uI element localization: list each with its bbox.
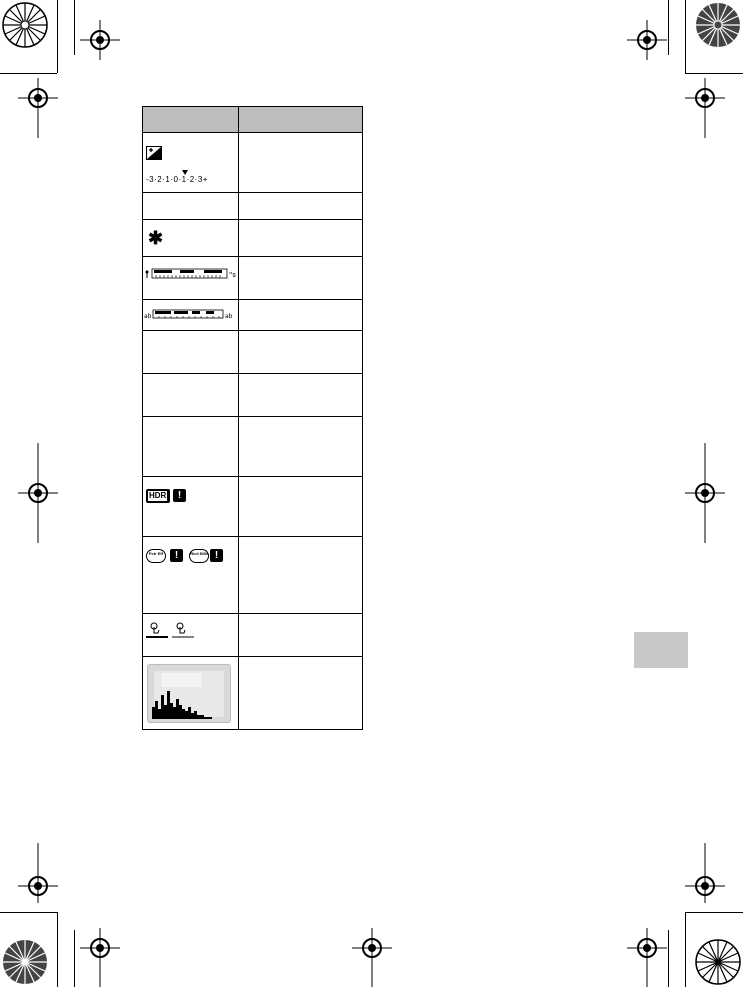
- row-divider: [142, 256, 363, 257]
- row-divider: [142, 729, 363, 730]
- row-divider: [142, 613, 363, 614]
- touch-shutter-on-icon: [146, 621, 168, 639]
- row-divider: [142, 536, 363, 537]
- registration-mark-icon: [80, 20, 120, 60]
- svg-text:ab: ab: [144, 313, 152, 320]
- registration-mark-icon: [80, 928, 120, 987]
- picture-effect-label: Pctr Eff: [148, 551, 164, 556]
- table-border-right: [362, 133, 363, 730]
- row-divider: [142, 416, 363, 417]
- registration-mark-icon: [627, 20, 667, 60]
- chapter-side-tab: [634, 632, 688, 668]
- row-divider: [142, 373, 363, 374]
- registration-mark-icon: [352, 928, 392, 987]
- crop-mark: [74, 0, 75, 55]
- color-rosette-icon: [693, 0, 743, 50]
- exposure-compensation-icon: [146, 146, 162, 160]
- row-divider: [142, 192, 363, 193]
- shutter-speed-scale-icon: [144, 267, 234, 281]
- crop-mark: [57, 0, 58, 73]
- registration-mark-icon: [685, 78, 725, 138]
- hdr-badge-icon: [146, 489, 170, 503]
- icon-table: [142, 106, 363, 730]
- exposure-scale: -3·2·1·0·1·2·3+: [146, 175, 208, 184]
- hdr-badge-label: HDR: [149, 491, 167, 500]
- row-divider: [142, 299, 363, 300]
- crop-mark: [685, 73, 743, 74]
- picture-effect-badge-icon: [146, 549, 166, 563]
- svg-text:ab: ab: [225, 313, 233, 320]
- color-rosette-icon: [693, 937, 743, 987]
- registration-mark-icon: [18, 843, 58, 903]
- crop-mark: [685, 912, 743, 913]
- crop-mark: [668, 930, 669, 987]
- rich-bw-label: Rich B/W: [190, 551, 208, 556]
- crop-mark: [685, 0, 686, 73]
- crop-mark: [74, 930, 75, 987]
- table-header: [142, 106, 363, 133]
- warning-icon: !: [173, 489, 186, 502]
- column-divider: [238, 133, 239, 730]
- row-divider: [142, 656, 363, 657]
- table-border-left: [142, 133, 143, 730]
- crop-mark: [685, 912, 686, 987]
- registration-mark-icon: [18, 443, 58, 543]
- histogram-preview-icon: [147, 664, 231, 723]
- crop-mark: [0, 73, 57, 74]
- registration-mark-icon: [685, 443, 725, 543]
- color-rosette-icon: [0, 937, 50, 987]
- color-rosette-icon: [0, 0, 50, 50]
- touch-shutter-off-icon: [172, 621, 194, 639]
- crop-mark: [0, 912, 57, 913]
- rich-bw-badge-icon: [189, 549, 209, 563]
- svg-text:"s: "s: [229, 271, 236, 279]
- registration-mark-icon: [18, 78, 58, 138]
- warning-icon: !: [170, 549, 183, 562]
- row-divider: [142, 476, 363, 477]
- row-divider: [142, 330, 363, 331]
- aperture-scale-icon: [144, 308, 234, 322]
- crop-mark: [668, 0, 669, 55]
- registration-mark-icon: [627, 928, 667, 987]
- ae-lock-asterisk-icon: ✱: [148, 228, 164, 248]
- crop-mark: [57, 912, 58, 987]
- warning-icon: !: [210, 549, 223, 562]
- registration-mark-icon: [685, 843, 725, 903]
- row-divider: [142, 219, 363, 220]
